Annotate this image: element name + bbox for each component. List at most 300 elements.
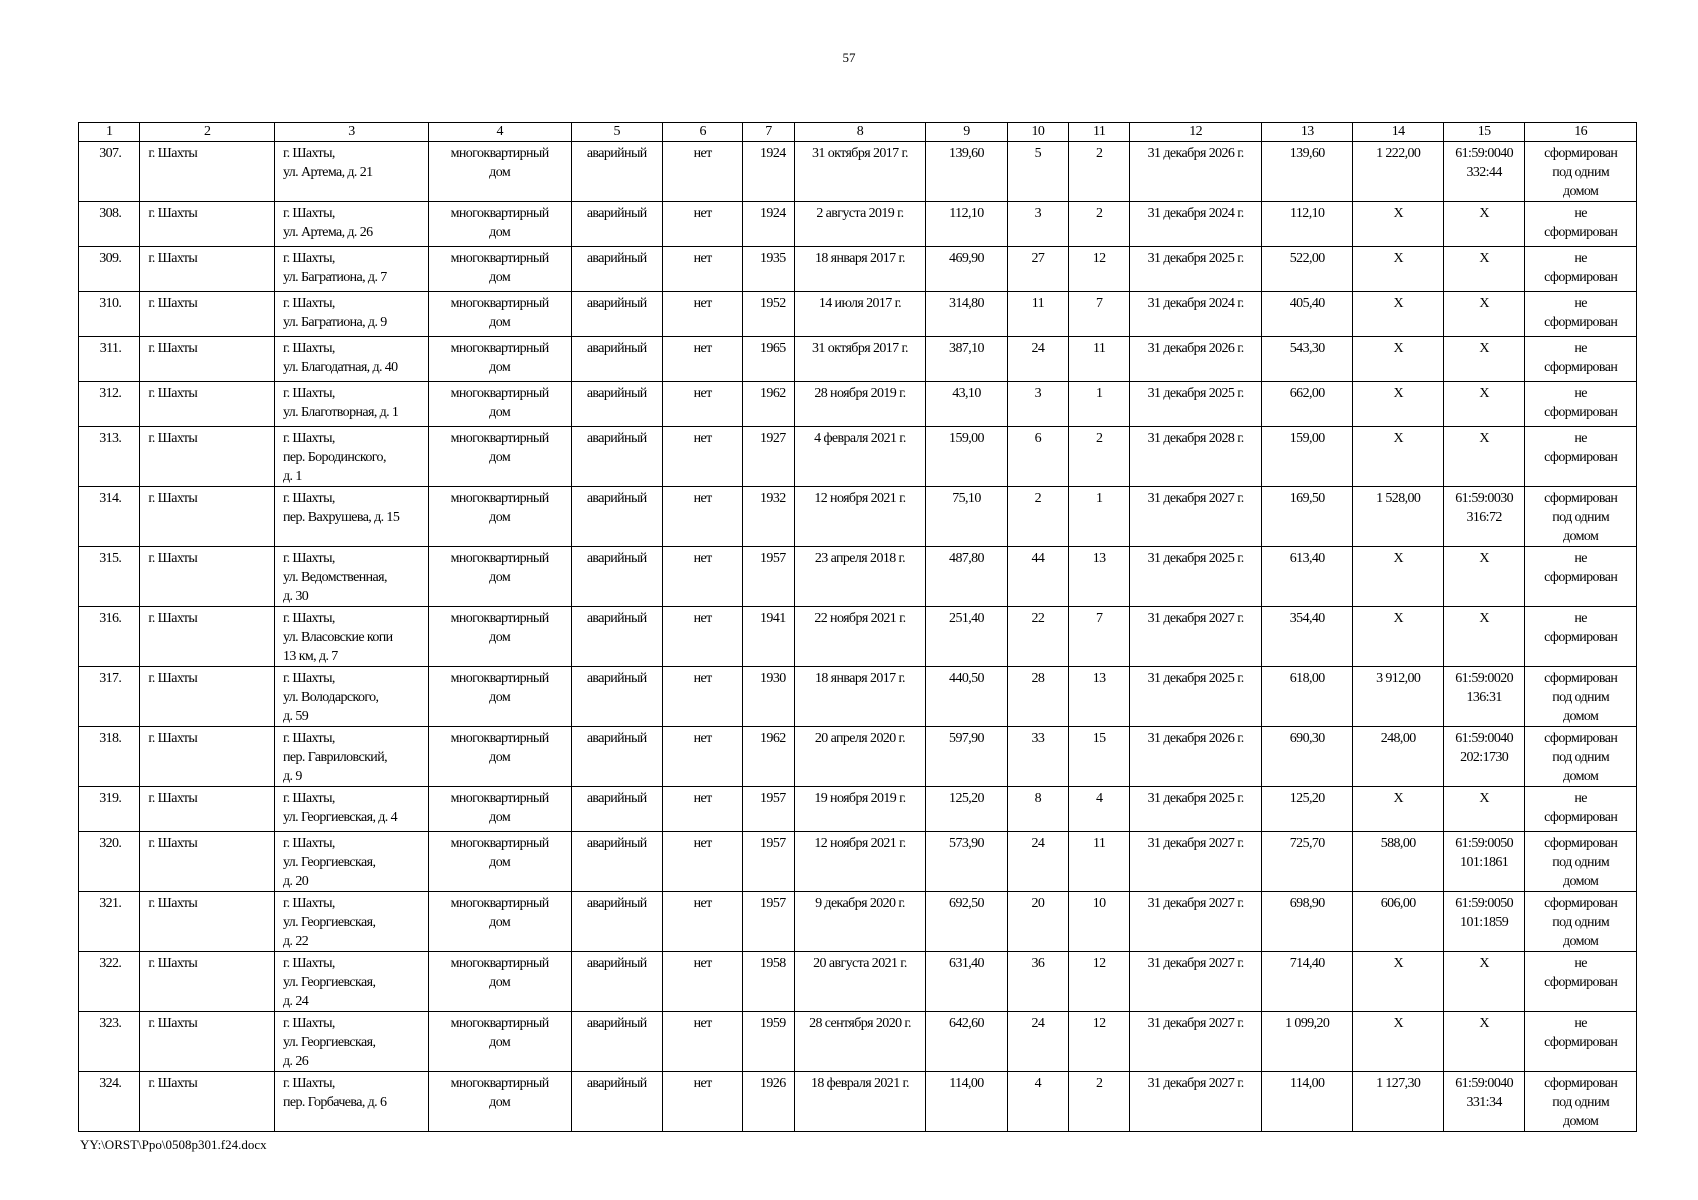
cell-land-status-line: сформирован [1544, 315, 1618, 330]
cell-year: 1952 [743, 292, 794, 337]
cell-building-type-line: дом [489, 510, 511, 525]
cell-land-status-line: сформирован [1544, 975, 1618, 990]
cell-col-14: Х [1353, 1012, 1443, 1072]
cell-land-status-line: домом [1563, 1114, 1599, 1129]
cell-address [275, 382, 429, 427]
cell-cadastral-line: Х [1479, 1016, 1489, 1031]
cell-cadastral-line: 61:59:0040 [1455, 1076, 1514, 1091]
cell-apartments: 2 [1069, 427, 1130, 487]
cell-building-type-line: дом [489, 450, 511, 465]
cell-building-type-line: многоквартирный [450, 146, 549, 161]
cell-apartments: 2 [1069, 202, 1130, 247]
cell-apartments: 11 [1069, 337, 1130, 382]
cell-col-6: нет [662, 952, 742, 1012]
cell-recognition-date: 31 октября 2017 г. [794, 142, 926, 202]
cell-cadastral-line: Х [1479, 206, 1489, 221]
cell-land-status [1525, 727, 1637, 787]
cell-resettlement-date: 31 декабря 2027 г. [1130, 832, 1262, 892]
cell-land-status [1525, 202, 1637, 247]
col-header: 1 [79, 123, 140, 142]
cell-col-13: 1 099,20 [1262, 1012, 1353, 1072]
cell-address-line: пер. Гавриловский, [283, 750, 387, 765]
cell-municipality: г. Шахты [140, 667, 275, 727]
cell-address-line: д. 20 [283, 874, 309, 889]
cell-resettlement-date: 31 декабря 2025 г. [1130, 667, 1262, 727]
cell-year: 1962 [743, 727, 794, 787]
cell-address-line: д. 59 [283, 709, 309, 724]
cell-cadastral [1443, 292, 1524, 337]
cell-building-type-line: многоквартирный [450, 386, 549, 401]
cell-col-14: 3 912,00 [1353, 667, 1443, 727]
cell-municipality: г. Шахты [140, 337, 275, 382]
cell-year: 1930 [743, 667, 794, 727]
cell-building-type-line: многоквартирный [450, 1016, 549, 1031]
cell-municipality: г. Шахты [140, 787, 275, 832]
cell-building-type-line: многоквартирный [450, 956, 549, 971]
cell-cadastral-line: Х [1479, 341, 1489, 356]
col-header: 14 [1353, 123, 1443, 142]
cell-land-status-line: домом [1563, 529, 1599, 544]
cell-building-type [428, 787, 571, 832]
cell-municipality: г. Шахты [140, 427, 275, 487]
cell-land-status-line: сформирован [1544, 270, 1618, 285]
cell-municipality: г. Шахты [140, 1012, 275, 1072]
cell-col-14: Х [1353, 952, 1443, 1012]
cell-land-status-line: сформирован [1544, 360, 1618, 375]
cell-col-6: нет [662, 202, 742, 247]
cell-col-14: Х [1353, 337, 1443, 382]
cell-address-line: г. Шахты, [283, 611, 335, 626]
cell-land-status [1525, 952, 1637, 1012]
cell-cadastral [1443, 892, 1524, 952]
cell-residents: 6 [1007, 427, 1068, 487]
cell-col-6: нет [662, 487, 742, 547]
cell-address-line: ул. Ведомственная, [283, 570, 387, 585]
cell-land-status-line: не [1574, 206, 1587, 221]
cell-land-status [1525, 292, 1637, 337]
cell-recognition-date: 19 ноября 2019 г. [794, 787, 926, 832]
cell-col-13: 114,00 [1262, 1072, 1353, 1132]
cell-cadastral [1443, 142, 1524, 202]
cell-col-14: 1 528,00 [1353, 487, 1443, 547]
cell-col-13: 662,00 [1262, 382, 1353, 427]
cell-year: 1924 [743, 142, 794, 202]
cell-land-status-line: сформирован [1544, 450, 1618, 465]
cell-col-13: 139,60 [1262, 142, 1353, 202]
cell-recognition-date: 9 декабря 2020 г. [794, 892, 926, 952]
cell-land-status-line: домом [1563, 769, 1599, 784]
cell-address [275, 952, 429, 1012]
cell-municipality: г. Шахты [140, 1072, 275, 1132]
cell-building-type [428, 892, 571, 952]
cell-recognition-date: 12 ноября 2021 г. [794, 487, 926, 547]
table-row [79, 832, 1637, 892]
cell-address-line: г. Шахты, [283, 146, 335, 161]
cell-building-type [428, 1072, 571, 1132]
cell-residents: 5 [1007, 142, 1068, 202]
page-number: 57 [842, 50, 856, 65]
cell-land-status-line: не [1574, 1016, 1587, 1031]
cell-land-status-line: под одним [1552, 165, 1610, 180]
cell-recognition-date: 18 января 2017 г. [794, 667, 926, 727]
cell-condition: аварийный [571, 247, 662, 292]
cell-condition: аварийный [571, 607, 662, 667]
cell-land-status-line: сформирован [1544, 1076, 1618, 1091]
cell-municipality: г. Шахты [140, 247, 275, 292]
cell-col-14: Х [1353, 547, 1443, 607]
cell-land-status-line: не [1574, 956, 1587, 971]
cell-land-status-line: под одним [1552, 690, 1610, 705]
cell-resettlement-date: 31 декабря 2025 г. [1130, 547, 1262, 607]
col-header: 11 [1069, 123, 1130, 142]
cell-address-line: ул. Георгиевская, д. 4 [283, 810, 397, 825]
cell-address-line: ул. Благотворная, д. 1 [283, 405, 399, 420]
cell-col-13: 169,50 [1262, 487, 1353, 547]
cell-cadastral-line: Х [1479, 251, 1489, 266]
cell-address-line: ул. Благодатная, д. 40 [283, 360, 398, 375]
cell-recognition-date: 28 ноября 2019 г. [794, 382, 926, 427]
cell-apartments: 13 [1069, 547, 1130, 607]
table-row [79, 787, 1637, 832]
cell-year: 1932 [743, 487, 794, 547]
table-row [79, 1012, 1637, 1072]
cell-recognition-date: 18 февраля 2021 г. [794, 1072, 926, 1132]
cell-cadastral-line: Х [1479, 296, 1489, 311]
cell-col-13: 522,00 [1262, 247, 1353, 292]
cell-municipality: г. Шахты [140, 292, 275, 337]
cell-col-6: нет [662, 787, 742, 832]
cell-building-type [428, 727, 571, 787]
cell-col-13: 725,70 [1262, 832, 1353, 892]
cell-cadastral-line: Х [1479, 551, 1489, 566]
cell-building-type [428, 487, 571, 547]
cell-cadastral [1443, 1012, 1524, 1072]
cell-recognition-date: 12 ноября 2021 г. [794, 832, 926, 892]
cell-address [275, 1012, 429, 1072]
cell-land-status-line: под одним [1552, 1095, 1610, 1110]
cell-col-13: 354,40 [1262, 607, 1353, 667]
cell-cadastral-line: 332:44 [1466, 165, 1502, 180]
cell-col-14: 1 127,30 [1353, 1072, 1443, 1132]
cell-year: 1924 [743, 202, 794, 247]
cell-row-number: 312. [79, 382, 140, 427]
cell-recognition-date: 2 августа 2019 г. [794, 202, 926, 247]
cell-residents: 2 [1007, 487, 1068, 547]
cell-building-type-line: многоквартирный [450, 296, 549, 311]
cell-address-line: д. 9 [283, 769, 302, 784]
cell-residents: 20 [1007, 892, 1068, 952]
cell-area: 251,40 [926, 607, 1007, 667]
cell-col-13: 543,30 [1262, 337, 1353, 382]
cell-row-number: 324. [79, 1072, 140, 1132]
cell-building-type-line: многоквартирный [450, 731, 549, 746]
cell-municipality: г. Шахты [140, 727, 275, 787]
cell-address [275, 337, 429, 382]
cell-apartments: 12 [1069, 952, 1130, 1012]
cell-cadastral-line: 101:1859 [1460, 915, 1509, 930]
cell-year: 1927 [743, 427, 794, 487]
cell-address-line: ул. Багратиона, д. 7 [283, 270, 387, 285]
cell-address-line: г. Шахты, [283, 896, 335, 911]
cell-row-number: 320. [79, 832, 140, 892]
cell-apartments: 13 [1069, 667, 1130, 727]
cell-col-14: 588,00 [1353, 832, 1443, 892]
table-row [79, 547, 1637, 607]
cell-recognition-date: 22 ноября 2021 г. [794, 607, 926, 667]
cell-condition: аварийный [571, 1072, 662, 1132]
cell-land-status-line: домом [1563, 709, 1599, 724]
cell-address-line: г. Шахты, [283, 296, 335, 311]
cell-building-type-line: дом [489, 225, 511, 240]
cell-apartments: 1 [1069, 487, 1130, 547]
cell-col-13: 159,00 [1262, 427, 1353, 487]
cell-land-status [1525, 427, 1637, 487]
cell-area: 487,80 [926, 547, 1007, 607]
cell-cadastral-line: 61:59:0040 [1455, 146, 1514, 161]
cell-land-status-line: сформирован [1544, 1035, 1618, 1050]
table-row [79, 382, 1637, 427]
cell-address-line: г. Шахты, [283, 791, 335, 806]
cell-building-type-line: дом [489, 165, 511, 180]
cell-col-6: нет [662, 1012, 742, 1072]
cell-row-number: 311. [79, 337, 140, 382]
cell-cadastral [1443, 787, 1524, 832]
cell-address [275, 247, 429, 292]
cell-col-14: Х [1353, 202, 1443, 247]
cell-row-number: 310. [79, 292, 140, 337]
cell-resettlement-date: 31 декабря 2026 г. [1130, 142, 1262, 202]
cell-residents: 4 [1007, 1072, 1068, 1132]
cell-cadastral [1443, 202, 1524, 247]
cell-address-line: д. 22 [283, 934, 309, 949]
cell-land-status-line: домом [1563, 874, 1599, 889]
cell-cadastral-line: 61:59:0040 [1455, 731, 1514, 746]
cell-cadastral-line: 101:1861 [1460, 855, 1509, 870]
cell-recognition-date: 31 октября 2017 г. [794, 337, 926, 382]
cell-col-13: 112,10 [1262, 202, 1353, 247]
cell-row-number: 321. [79, 892, 140, 952]
col-header: 2 [140, 123, 275, 142]
cell-residents: 28 [1007, 667, 1068, 727]
cell-address-line: ул. Власовские копи [283, 630, 393, 645]
cell-year: 1957 [743, 832, 794, 892]
cell-apartments: 11 [1069, 832, 1130, 892]
cell-building-type [428, 952, 571, 1012]
cell-apartments: 7 [1069, 292, 1130, 337]
cell-row-number: 317. [79, 667, 140, 727]
table-row [79, 247, 1637, 292]
cell-residents: 44 [1007, 547, 1068, 607]
cell-resettlement-date: 31 декабря 2027 г. [1130, 1012, 1262, 1072]
col-header: 12 [1130, 123, 1262, 142]
cell-col-13: 613,40 [1262, 547, 1353, 607]
cell-building-type-line: многоквартирный [450, 896, 549, 911]
cell-year: 1935 [743, 247, 794, 292]
cell-area: 139,60 [926, 142, 1007, 202]
cell-cadastral-line: 61:59:0050 [1455, 836, 1514, 851]
cell-building-type-line: дом [489, 1035, 511, 1050]
cell-condition: аварийный [571, 487, 662, 547]
cell-cadastral-line: Х [1479, 611, 1489, 626]
cell-recognition-date: 28 сентября 2020 г. [794, 1012, 926, 1072]
cell-cadastral-line: Х [1479, 956, 1489, 971]
cell-municipality: г. Шахты [140, 142, 275, 202]
cell-col-14: 1 222,00 [1353, 142, 1443, 202]
cell-land-status-line: не [1574, 251, 1587, 266]
cell-year: 1957 [743, 892, 794, 952]
cell-apartments: 1 [1069, 382, 1130, 427]
cell-area: 43,10 [926, 382, 1007, 427]
header-row [79, 123, 1637, 142]
cell-year: 1926 [743, 1072, 794, 1132]
cell-address [275, 892, 429, 952]
cell-building-type [428, 142, 571, 202]
cell-row-number: 308. [79, 202, 140, 247]
cell-cadastral [1443, 382, 1524, 427]
cell-col-13: 714,40 [1262, 952, 1353, 1012]
cell-building-type [428, 832, 571, 892]
cell-resettlement-date: 31 декабря 2027 г. [1130, 487, 1262, 547]
cell-address [275, 142, 429, 202]
cell-address-line: г. Шахты, [283, 836, 335, 851]
cell-address-line: д. 30 [283, 589, 309, 604]
cell-land-status-line: под одним [1552, 510, 1610, 525]
cell-row-number: 318. [79, 727, 140, 787]
cell-building-type-line: дом [489, 690, 511, 705]
cell-residents: 3 [1007, 382, 1068, 427]
cell-row-number: 307. [79, 142, 140, 202]
cell-building-type-line: многоквартирный [450, 491, 549, 506]
cell-condition: аварийный [571, 667, 662, 727]
table-row [79, 1072, 1637, 1132]
cell-building-type-line: многоквартирный [450, 431, 549, 446]
cell-land-status [1525, 667, 1637, 727]
cell-address-line: ул. Багратиона, д. 9 [283, 315, 387, 330]
cell-col-6: нет [662, 667, 742, 727]
cell-land-status-line: сформирован [1544, 630, 1618, 645]
cell-building-type [428, 1012, 571, 1072]
cell-resettlement-date: 31 декабря 2027 г. [1130, 1072, 1262, 1132]
cell-land-status-line: домом [1563, 184, 1599, 199]
col-header: 13 [1262, 123, 1353, 142]
cell-building-type [428, 337, 571, 382]
cell-recognition-date: 20 апреля 2020 г. [794, 727, 926, 787]
cell-land-status-line: домом [1563, 934, 1599, 949]
cell-building-type [428, 427, 571, 487]
cell-land-status [1525, 382, 1637, 427]
cell-land-status-line: не [1574, 611, 1587, 626]
table-row [79, 337, 1637, 382]
cell-apartments: 4 [1069, 787, 1130, 832]
cell-building-type-line: многоквартирный [450, 836, 549, 851]
cell-col-14: 248,00 [1353, 727, 1443, 787]
col-header: 16 [1525, 123, 1637, 142]
cell-land-status-line: не [1574, 341, 1587, 356]
cell-col-6: нет [662, 547, 742, 607]
table-body [79, 142, 1637, 1132]
cell-municipality: г. Шахты [140, 487, 275, 547]
cell-area: 642,60 [926, 1012, 1007, 1072]
cell-address-line: г. Шахты, [283, 671, 335, 686]
cell-cadastral-line: 202:1730 [1460, 750, 1509, 765]
table-row [79, 487, 1637, 547]
cell-address-line: ул. Георгиевская, [283, 855, 376, 870]
cell-row-number: 314. [79, 487, 140, 547]
cell-cadastral-line: Х [1479, 386, 1489, 401]
table-row [79, 427, 1637, 487]
cell-area: 75,10 [926, 487, 1007, 547]
col-header: 8 [794, 123, 926, 142]
cell-col-6: нет [662, 607, 742, 667]
cell-address-line: г. Шахты, [283, 251, 335, 266]
cell-resettlement-date: 31 декабря 2025 г. [1130, 247, 1262, 292]
table-row [79, 202, 1637, 247]
cell-municipality: г. Шахты [140, 382, 275, 427]
cell-address-line: ул. Володарского, [283, 690, 379, 705]
cell-recognition-date: 20 августа 2021 г. [794, 952, 926, 1012]
cell-land-status-line: сформирован [1544, 570, 1618, 585]
cell-condition: аварийный [571, 427, 662, 487]
cell-condition: аварийный [571, 382, 662, 427]
cell-land-status-line: под одним [1552, 750, 1610, 765]
cell-address [275, 607, 429, 667]
cell-col-14: Х [1353, 247, 1443, 292]
cell-residents: 36 [1007, 952, 1068, 1012]
cell-col-14: Х [1353, 607, 1443, 667]
col-header: 3 [275, 123, 429, 142]
cell-resettlement-date: 31 декабря 2025 г. [1130, 382, 1262, 427]
table-row [79, 667, 1637, 727]
cell-address-line: г. Шахты, [283, 731, 335, 746]
cell-address-line: ул. Георгиевская, [283, 1035, 376, 1050]
cell-area: 387,10 [926, 337, 1007, 382]
cell-cadastral [1443, 952, 1524, 1012]
cell-building-type-line: дом [489, 405, 511, 420]
cell-apartments: 2 [1069, 1072, 1130, 1132]
cell-condition: аварийный [571, 832, 662, 892]
cell-resettlement-date: 31 декабря 2027 г. [1130, 952, 1262, 1012]
cell-col-6: нет [662, 1072, 742, 1132]
cell-land-status [1525, 547, 1637, 607]
col-header: 5 [571, 123, 662, 142]
cell-apartments: 12 [1069, 247, 1130, 292]
cell-condition: аварийный [571, 547, 662, 607]
cell-row-number: 309. [79, 247, 140, 292]
cell-building-type-line: дом [489, 360, 511, 375]
cell-land-status-line: сформирован [1544, 810, 1618, 825]
cell-building-type-line: многоквартирный [450, 791, 549, 806]
cell-building-type-line: дом [489, 570, 511, 585]
cell-address [275, 667, 429, 727]
cell-condition: аварийный [571, 337, 662, 382]
col-header: 6 [662, 123, 742, 142]
cell-resettlement-date: 31 декабря 2027 г. [1130, 892, 1262, 952]
cell-address [275, 1072, 429, 1132]
cell-land-status [1525, 787, 1637, 832]
col-header: 4 [428, 123, 571, 142]
cell-condition: аварийный [571, 727, 662, 787]
cell-col-6: нет [662, 247, 742, 292]
cell-land-status [1525, 832, 1637, 892]
cell-year: 1957 [743, 547, 794, 607]
cell-municipality: г. Шахты [140, 832, 275, 892]
cell-address [275, 787, 429, 832]
cell-cadastral [1443, 547, 1524, 607]
cell-cadastral [1443, 337, 1524, 382]
cell-building-type [428, 547, 571, 607]
cell-building-type-line: многоквартирный [450, 341, 549, 356]
cell-area: 573,90 [926, 832, 1007, 892]
